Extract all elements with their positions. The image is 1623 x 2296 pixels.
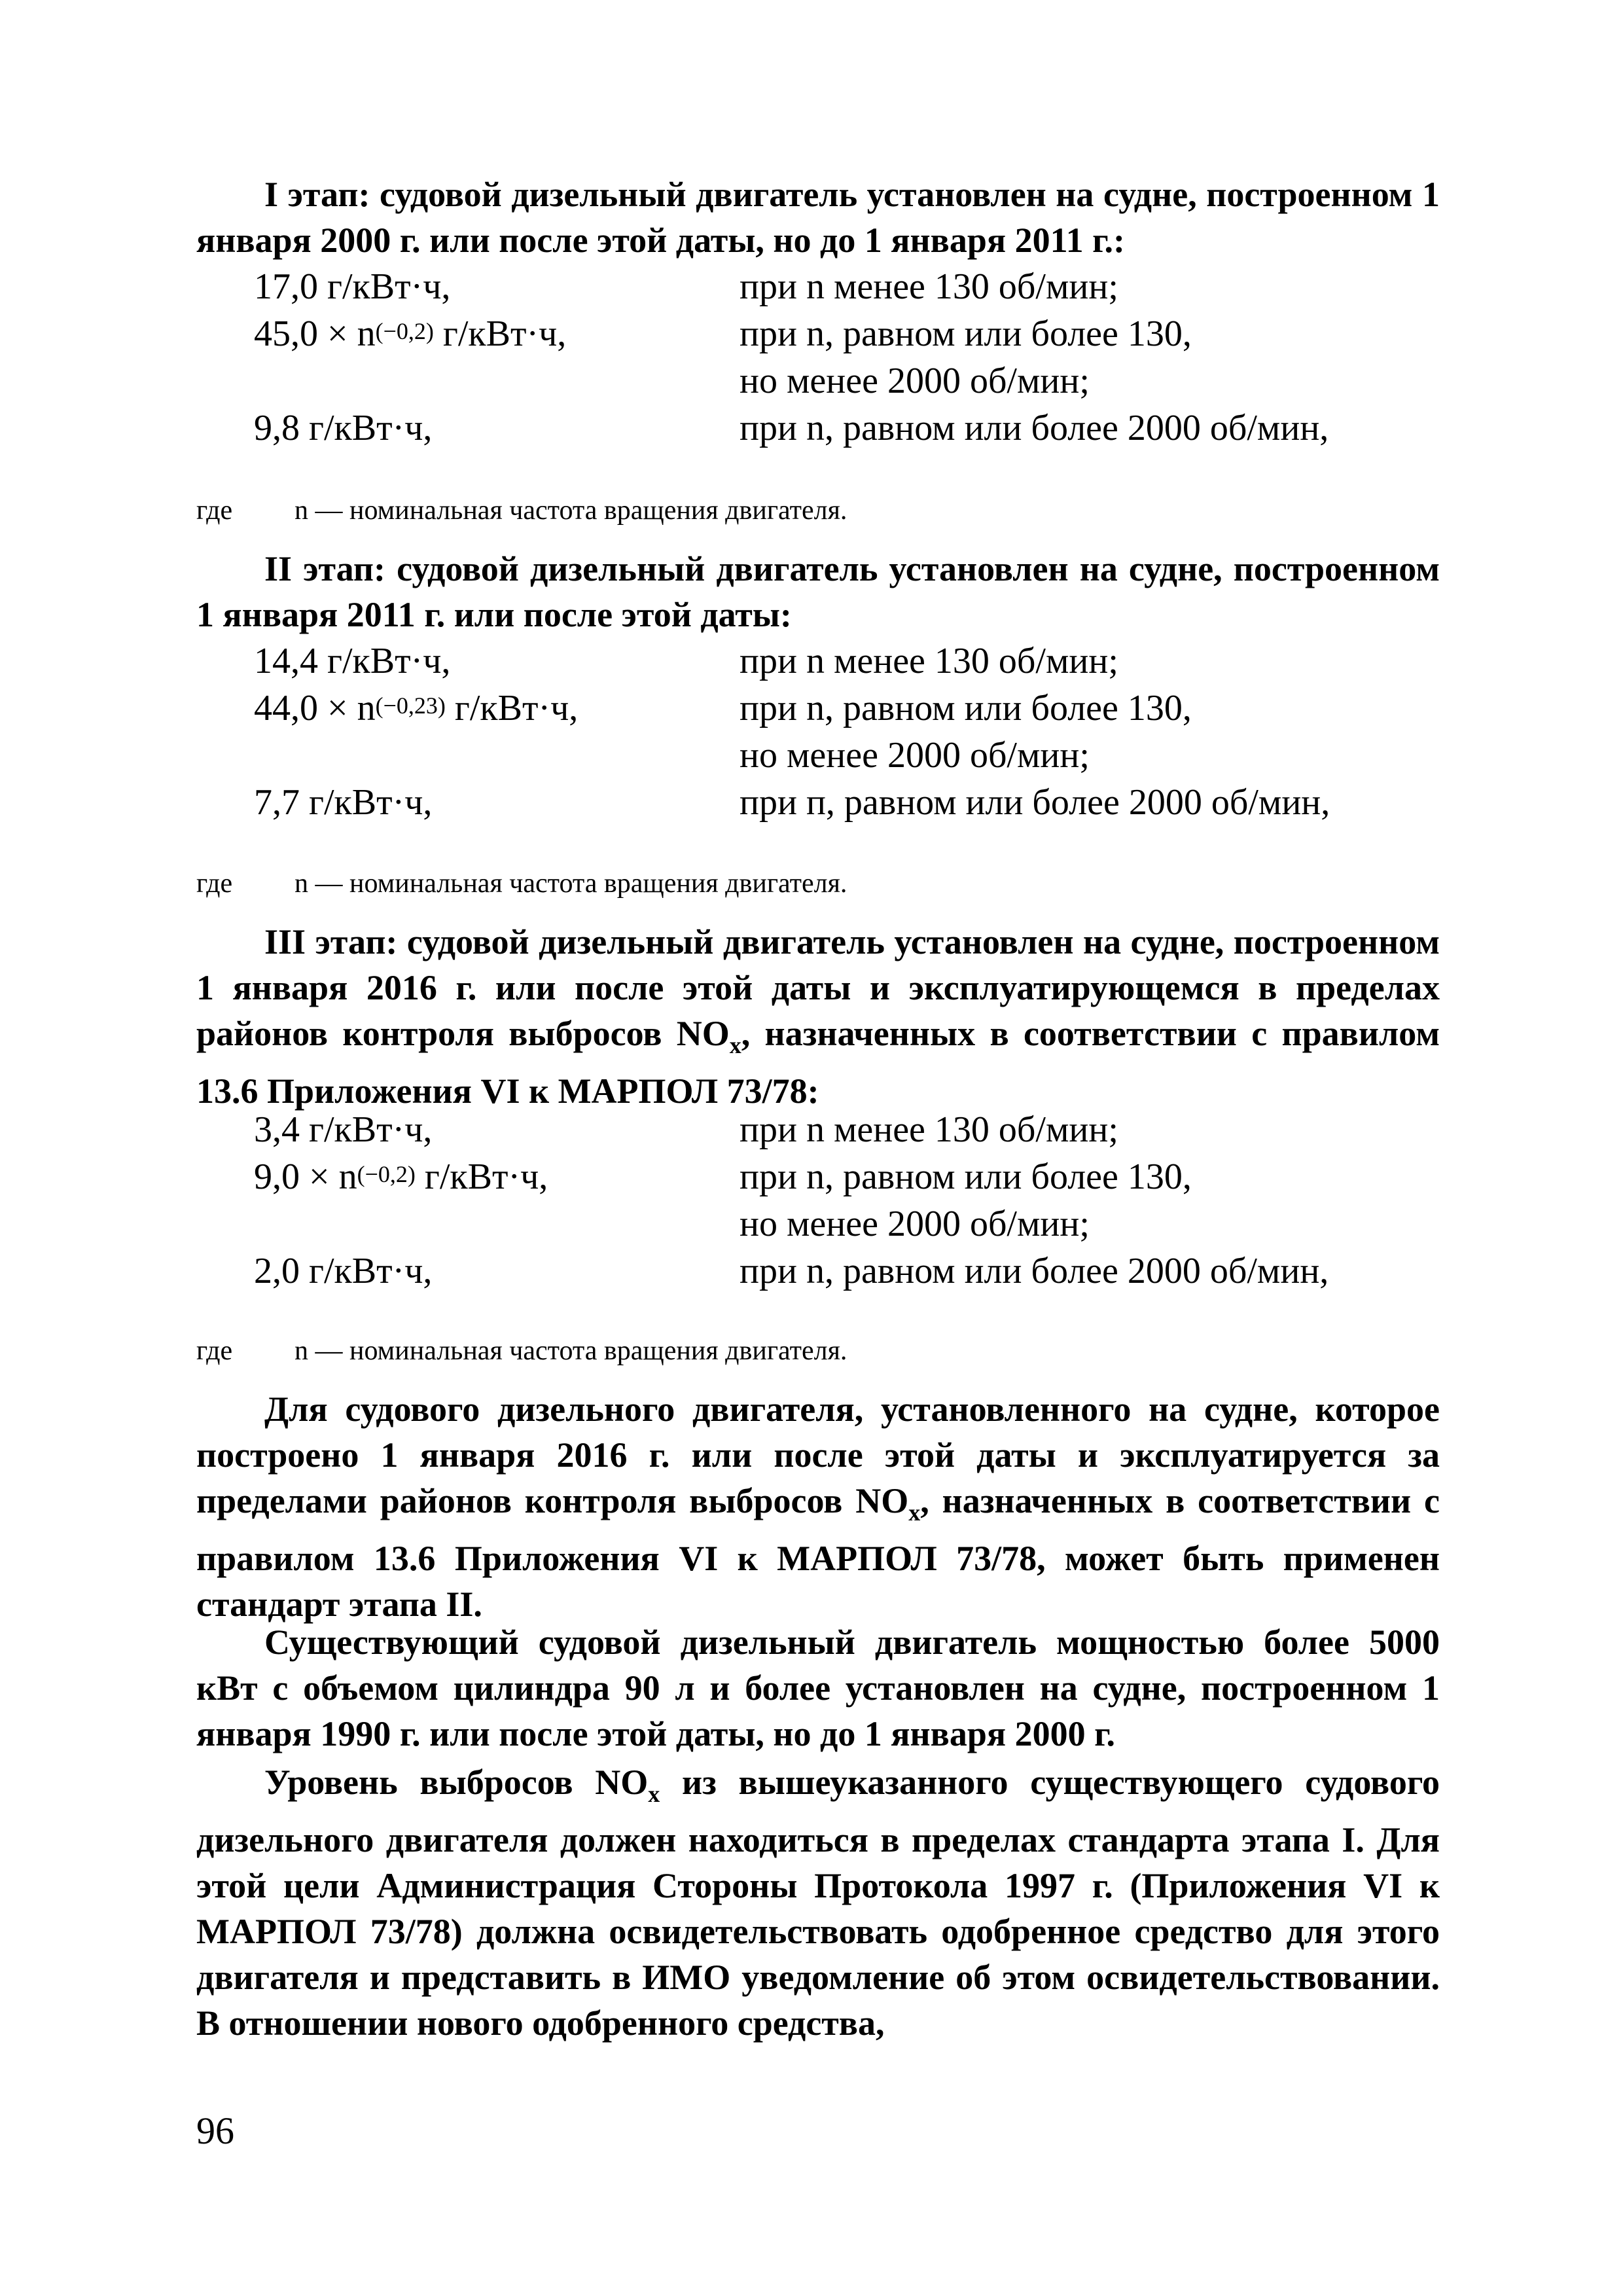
limit-condition: но менее 2000 об/мин; bbox=[740, 1204, 1090, 1244]
formula-unit: г/кВт·ч, bbox=[445, 688, 579, 728]
limit-row bbox=[254, 637, 1459, 685]
where-text: n — номинальная частота вращения двигателя. bbox=[294, 495, 847, 526]
limit-value bbox=[254, 732, 740, 779]
stage3-where-note bbox=[196, 1333, 847, 1369]
limit-value: 9,8 г/кВт·ч, bbox=[254, 408, 433, 448]
limit-row bbox=[254, 404, 1459, 452]
nox-subscript: x bbox=[908, 1499, 921, 1526]
where-word: где bbox=[196, 869, 233, 899]
limit-row bbox=[254, 685, 1459, 732]
where-text: n — номинальная частота вращения двигателя. bbox=[294, 1336, 847, 1366]
limit-value-formula bbox=[254, 685, 740, 732]
limit-value-formula bbox=[254, 310, 740, 357]
where-word: где bbox=[196, 495, 233, 526]
paragraph-text: Уровень выбросов NO bbox=[264, 1763, 649, 1802]
stage1-where-note bbox=[196, 492, 847, 529]
stage2-limits bbox=[254, 637, 1459, 826]
limit-row bbox=[254, 1153, 1459, 1200]
stage3-intro-part1: III этап: судовой дизельный двигатель установлен на судне, построенном 1 января 2016 г. или после этой даты и эксплуатирующемся в пределах районов контроля выбросов NO bbox=[196, 922, 1440, 1053]
formula-base: 9,0 × n bbox=[254, 1157, 357, 1197]
limit-value: 3,4 г/кВт·ч, bbox=[254, 1109, 433, 1150]
where-word: где bbox=[196, 1336, 233, 1366]
limit-row bbox=[254, 779, 1459, 826]
limit-row bbox=[254, 263, 1459, 310]
limit-value: 2,0 г/кВт·ч, bbox=[254, 1251, 433, 1291]
stage2-intro: II этап: судовой дизельный двигатель установлен на судне, построенном 1 января 2011 г. или после этой даты: bbox=[196, 549, 1440, 634]
limit-condition: при n менее 130 об/мин; bbox=[740, 641, 1118, 681]
page-number: 96 bbox=[196, 2109, 234, 2152]
formula-base: 45,0 × n bbox=[254, 314, 376, 354]
limit-row bbox=[254, 1106, 1459, 1153]
limit-row bbox=[254, 357, 1459, 404]
limit-value bbox=[254, 1200, 740, 1247]
formula-exponent: (−0,23) bbox=[375, 692, 446, 719]
stage1-intro: I этап: судовой дизельный двигатель установлен на судне, построенном 1 января 2000 г. или после этой даты, но до 1 января 2011 г.: bbox=[196, 175, 1440, 260]
limit-row bbox=[254, 310, 1459, 357]
limit-condition: при n, равном или более 2000 об/мин, bbox=[740, 408, 1329, 448]
formula-base: 44,0 × n bbox=[254, 688, 376, 728]
limit-condition: при n, равном или более 2000 об/мин, bbox=[740, 1251, 1329, 1291]
formula-unit: г/кВт·ч, bbox=[415, 1157, 548, 1197]
stage3-limits bbox=[254, 1106, 1459, 1295]
limit-condition: при n менее 130 об/мин; bbox=[740, 266, 1118, 307]
limit-condition: при n, равном или более 130, bbox=[740, 688, 1192, 728]
paragraph-text: , назначенных в соответствии с правилом 13.6 Приложения VI к МАРПОЛ 73/78, может быть применен стандарт этапа II. bbox=[196, 1481, 1440, 1624]
existing-engine-paragraph: Существующий судовой дизельный двигатель мощностью более 5000 кВт с объемом цилиндра 90 л и более установлен на судне, построенном 1 января 1990 г. или после этой даты, но до 1 января 2000 г. bbox=[196, 1623, 1440, 1753]
formula-exponent: (−0,2) bbox=[375, 318, 434, 344]
emission-level-paragraph bbox=[196, 1759, 1440, 2046]
stage3-intro bbox=[196, 919, 1440, 1114]
formula-unit: г/кВт·ч, bbox=[433, 314, 567, 354]
limit-condition: при n, равном или более 130, bbox=[740, 314, 1192, 354]
nox-subscript: x bbox=[648, 1780, 660, 1807]
stage3-intro-part2: , назначенных в соответствии с правилом 13.6 Приложения VI к МАРПОЛ 73/78: bbox=[196, 1014, 1440, 1111]
limit-row bbox=[254, 1200, 1459, 1247]
stage2-where-note bbox=[196, 865, 847, 902]
formula-exponent: (−0,2) bbox=[357, 1161, 416, 1187]
limit-value bbox=[254, 357, 740, 404]
stage1-limits bbox=[254, 263, 1459, 452]
where-text: n — номинальная частота вращения двигателя. bbox=[294, 869, 847, 899]
paragraph-text: из вышеуказанного существующего судового дизельного двигателя должен находиться в пределах стандарта этапа I. Для этой цели Администрация Стороны Протокола 1997 г. (Приложения VI к МАРПОЛ 73/78) должна освидетельствовать одобренное средство для этого двигателя и представить в ИМО уведомление об этом освидетельствовании. В отношении нового одобренного средства, bbox=[196, 1763, 1440, 2043]
limit-condition: при n менее 130 об/мин; bbox=[740, 1109, 1118, 1150]
paragraph-text: Для судового дизельного двигателя, установленного на судне, которое построено 1 января 2016 г. или после этой даты и эксплуатируется за пределами районов контроля выбросов NO bbox=[196, 1390, 1440, 1520]
outside-eca-paragraph bbox=[196, 1386, 1440, 1627]
nox-subscript: x bbox=[729, 1031, 741, 1058]
limit-value: 7,7 г/кВт·ч, bbox=[254, 782, 433, 823]
limit-value-formula bbox=[254, 1153, 740, 1200]
limit-condition: но менее 2000 об/мин; bbox=[740, 735, 1090, 776]
limit-condition: но менее 2000 об/мин; bbox=[740, 361, 1090, 401]
limit-condition: при п, равном или более 2000 об/мин, bbox=[740, 782, 1330, 823]
limit-row bbox=[254, 1247, 1459, 1295]
limit-row bbox=[254, 732, 1459, 779]
limit-value: 17,0 г/кВт·ч, bbox=[254, 266, 451, 307]
limit-value: 14,4 г/кВт·ч, bbox=[254, 641, 451, 681]
limit-condition: при n, равном или более 130, bbox=[740, 1157, 1192, 1197]
